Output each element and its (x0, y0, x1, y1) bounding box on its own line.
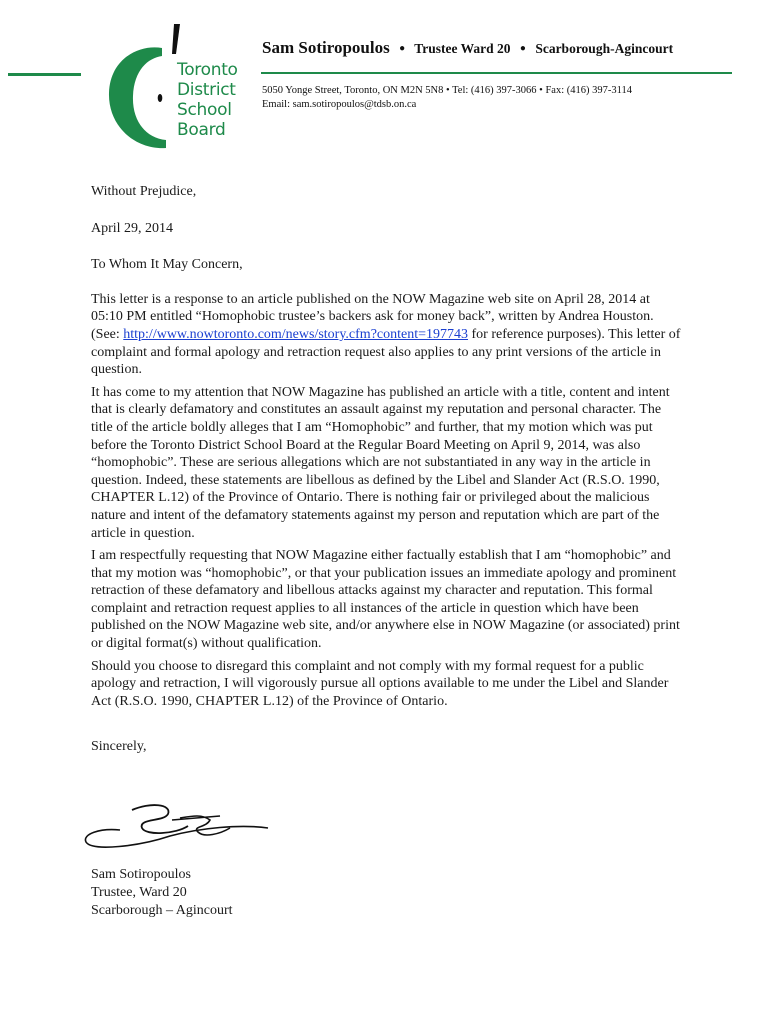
signer-name: Sam Sotiropoulos (91, 867, 191, 882)
logo-line-4: Board (177, 120, 226, 140)
trustee-name: Sam Sotiropoulos (262, 38, 390, 57)
logo-line-3: School (177, 100, 232, 120)
paragraph-2: It has come to my attention that NOW Magazine has published an article with a title, content and intent that is clearly defamatory and constitutes an assault against my reputation and personal character. The title of the article boldly alleges that I am “Homophobic” and further, that my motion which was put before the Toronto District School Board at the Regular Board Meeting on April 9, 2014, was also “homophobic”. These are serious allegations which are not substantiated in any way in the article in question. Indeed, these statements are libellous as defined by the Libel and Slander Act (R.S.O. 1990, CHAPTER L.12) of the Province of Ontario. There is nothing fair or privileged about the malicious nature and intent of the defamatory statements against my person and reputation which are part of the article in question. (91, 384, 670, 541)
signature-block (91, 866, 233, 920)
bullet-icon: ● (519, 43, 526, 54)
paragraph-1-text-b: for reference purposes). This letter of complaint and formal apology and retraction request also applies to any print versions of the article in question. (91, 326, 681, 378)
letterhead-title (262, 38, 673, 58)
trustee-ward: Trustee Ward 20 (414, 41, 511, 56)
letterhead-contact (262, 84, 722, 112)
header-left-rule (8, 73, 81, 76)
letter-date: April 29, 2014 (91, 220, 174, 236)
article-link[interactable]: http://www.nowtoronto.com/news/story.cfm?content=197743 (123, 326, 469, 342)
paragraph-1-text-a: This letter is a response to an article published on the NOW Magazine web site on April 28, 2014 at 05:10 PM entitled “Homophobic trustee’s backers ask for money back”, written by Andrea Houston. (See: (91, 291, 654, 342)
paragraph-1 (91, 291, 681, 379)
letter-closing: Sincerely, (91, 739, 147, 755)
signer-title: Trustee, Ward 20 (91, 885, 187, 900)
header-right-rule (261, 72, 732, 74)
logo-line-1: Toronto (177, 60, 238, 80)
paragraph-4: Should you choose to disregard this complaint and not comply with my formal request for a public apology and retraction, I will vigorously pursue all options available to me under the Libel and Slander Act (R.S.O. 1990, CHAPTER L.12) of the Province of Ontario. (91, 658, 669, 709)
logo-wordmark (177, 60, 238, 140)
signer-area: Scarborough – Agincourt (91, 903, 233, 918)
paragraph-3: I am respectfully requesting that NOW Magazine either factually establish that I am “homophobic” and that my motion was “homophobic”, or that your publication issues an immediate apology and prominent retraction of these defamatory and libellous attacks against my character and reputation. This formal complaint and retraction request applies to all instances of the article in question which have been published on the NOW Magazine web site, and/or anywhere else in NOW Magazine (or associated) print or digital format(s) without qualification. (91, 548, 680, 652)
address-line: 5050 Yonge Street, Toronto, ON M2N 5N8 • Tel: (416) 397-3066 • Fax: (416) 397-3114 (262, 85, 632, 96)
without-prejudice: Without Prejudice, (91, 184, 197, 199)
handwritten-signature (80, 790, 280, 860)
email-line: Email: sam.sotiropoulos@tdsb.on.ca (262, 99, 417, 110)
bullet-icon: ● (399, 43, 406, 54)
letter-greeting: To Whom It May Concern, (91, 257, 243, 273)
trustee-area: Scarborough-Agincourt (535, 41, 674, 56)
logo-line-2: District (177, 80, 236, 100)
letter-body (91, 183, 681, 756)
